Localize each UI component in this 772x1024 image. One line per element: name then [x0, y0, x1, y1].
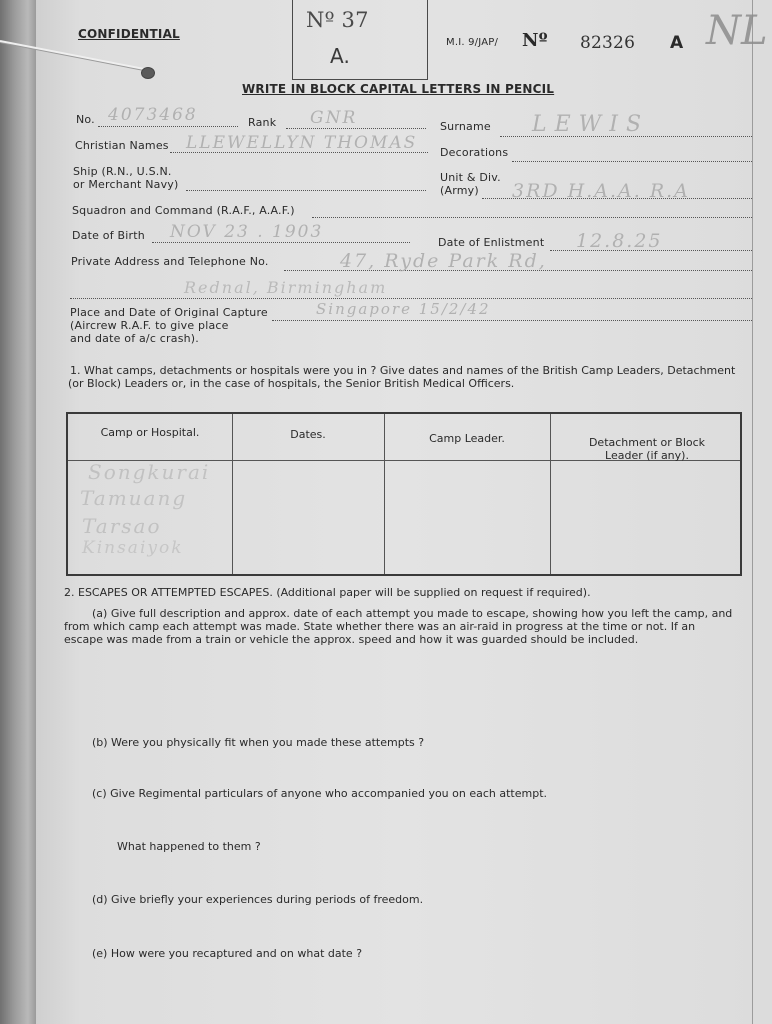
- no-label: No.: [76, 113, 95, 126]
- mi-reference: M.I. 9/JAP/: [446, 37, 499, 48]
- table-divider: [550, 414, 551, 574]
- unit-value: 3RD H.A.A. R.A: [512, 180, 690, 202]
- camp-entry: Tarsao: [82, 514, 162, 538]
- camps-table: [66, 412, 742, 576]
- instruction-heading: WRITE IN BLOCK CAPITAL LETTERS IN PENCIL: [242, 82, 555, 96]
- stamp-number: Nº 37: [306, 8, 369, 32]
- camp-entry: Kinsaiyok: [82, 538, 184, 558]
- punch-hole: [141, 67, 155, 79]
- capture-label-3: and date of a/c crash).: [70, 332, 199, 345]
- camp-entry: Tamuang: [80, 486, 188, 510]
- section1-line2: (or Block) Leaders or, in the case of hospitals, the Senior British Medical Officers.: [68, 377, 515, 390]
- initials-signature: NL: [706, 8, 768, 54]
- rank-value: GNR: [310, 108, 358, 128]
- rank-line: [286, 128, 426, 129]
- ship-line: [186, 190, 426, 191]
- address-line-2: [70, 298, 752, 299]
- surname-value: LEWIS: [532, 112, 650, 137]
- question-d: (d) Give briefly your experiences during periods of freedom.: [92, 893, 424, 906]
- rank-label: Rank: [248, 116, 277, 129]
- ship-label-1: Ship (R.N., U.S.N.: [73, 165, 172, 178]
- section2-heading: 2. ESCAPES OR ATTEMPTED ESCAPES. (Additional paper will be supplied on request if required).: [64, 586, 591, 599]
- squadron-label: Squadron and Command (R.A.F., A.A.F.): [72, 204, 295, 217]
- surname-label: Surname: [440, 120, 491, 133]
- capture-value: Singapore 15/2/42: [316, 300, 491, 318]
- question-a-line2: from which camp each attempt was made. State whether there was an air-raid in progress at the time or not. If an: [64, 620, 696, 633]
- section1-line1: 1. What camps, detachments or hospitals were you in ? Give dates and names of the British Camp Leaders, Detachment: [70, 364, 736, 377]
- address-value-2: Rednal, Birmingham: [184, 278, 388, 297]
- dob-line: [152, 242, 410, 243]
- table-divider: [384, 414, 385, 574]
- camp-entry: Songkurai: [88, 460, 211, 484]
- address-label: Private Address and Telephone No.: [71, 255, 269, 268]
- dob-value: NOV 23 . 1903: [170, 222, 324, 242]
- no-line: [98, 126, 238, 127]
- question-e: (e) How were you recaptured and on what date ?: [92, 947, 363, 960]
- serial-suffix: A: [670, 33, 684, 53]
- decorations-line: [512, 161, 752, 162]
- enlistment-value: 12.8.25: [576, 230, 663, 252]
- table-divider: [232, 414, 233, 574]
- serial-number: 82326: [580, 33, 636, 53]
- question-c-follow-up: What happened to them ?: [117, 840, 261, 853]
- christian-names-label: Christian Names: [75, 139, 169, 152]
- capture-line: [272, 320, 752, 321]
- unit-label-2: (Army): [440, 184, 479, 197]
- address-value-1: 47, Ryde Park Rd,: [340, 250, 547, 272]
- column-header-dates: Dates.: [290, 428, 326, 441]
- no-value: 4073468: [108, 105, 198, 125]
- unit-label-1: Unit & Div.: [440, 171, 501, 184]
- column-header-camp-leader: Camp Leader.: [429, 432, 505, 445]
- capture-label-2: (Aircrew R.A.F. to give place: [70, 319, 229, 332]
- column-header-camp: Camp or Hospital.: [100, 426, 200, 439]
- squadron-line: [312, 217, 752, 218]
- question-a-line3: escape was made from a train or vehicle the approx. speed and how it was guarded should be included.: [64, 633, 639, 646]
- confidential-label: CONFIDENTIAL: [78, 27, 180, 41]
- dob-label: Date of Birth: [72, 229, 145, 242]
- enlistment-label: Date of Enlistment: [438, 236, 545, 249]
- christian-names-value: LLEWELLYN THOMAS: [186, 133, 418, 153]
- capture-label-1: Place and Date of Original Capture: [70, 306, 268, 319]
- stamp-letter: A.: [330, 44, 351, 68]
- page-edge-line: [752, 0, 753, 1024]
- number-symbol: Nº: [522, 30, 548, 51]
- ship-label-2: or Merchant Navy): [73, 178, 179, 191]
- decorations-label: Decorations: [440, 146, 509, 159]
- question-c: (c) Give Regimental particulars of anyone who accompanied you on each attempt.: [92, 787, 548, 800]
- column-header-detachment-leader: Detachment or Block Leader (if any).: [588, 436, 706, 462]
- question-b: (b) Were you physically fit when you made these attempts ?: [92, 736, 425, 749]
- question-a-line1: (a) Give full description and approx. date of each attempt you made to escape, showing how you left the camp, and: [92, 607, 733, 620]
- folder-binding: [0, 0, 40, 1024]
